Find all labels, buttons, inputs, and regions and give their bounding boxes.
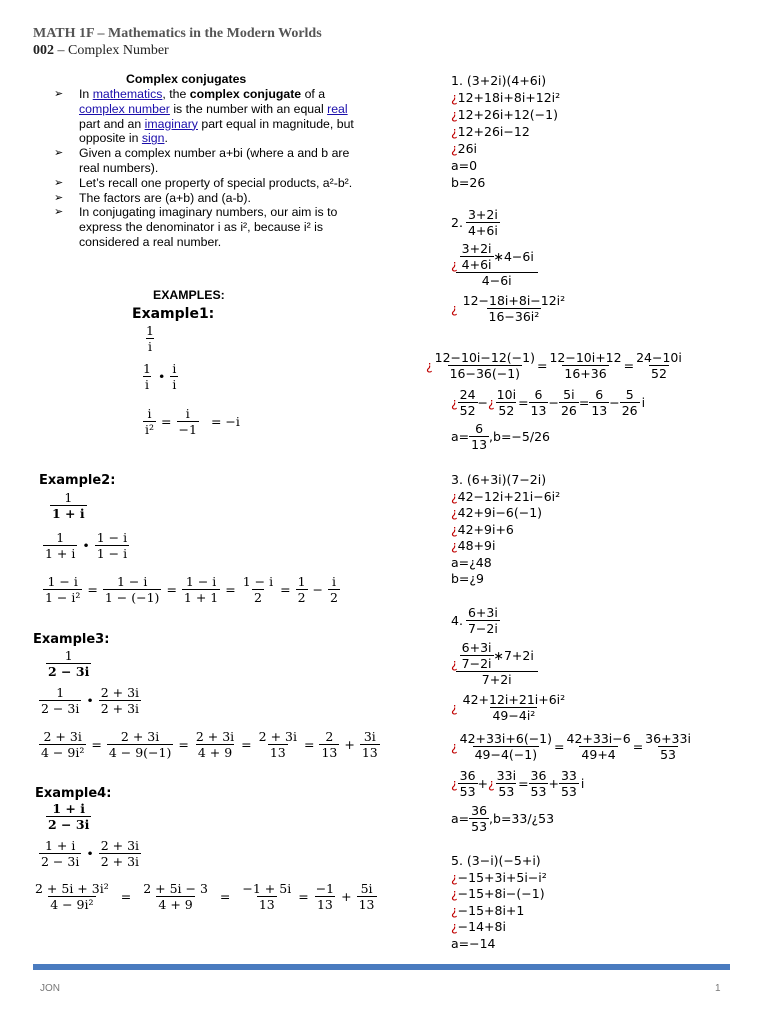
- problem-2-step2: ¿ 12−18i+8i−12i² 16−36i²: [451, 293, 566, 324]
- problem-4-step3: ¿ $\frac{42+33i+6(-1)}{49-4(-1)}$ = $\frac{42+33i-6}{49+4}$ = $\frac{36+33i}{53}$: [451, 731, 691, 762]
- link-imaginary[interactable]: imaginary: [144, 116, 198, 131]
- ex4-product: 1 + i 2 − 3i • 2 + 3i 2 + 3i: [41, 838, 140, 869]
- bullet-item: ➢ The factors are (a+b) and (a-b).: [54, 190, 251, 205]
- link-real[interactable]: real: [327, 101, 348, 116]
- footer-divider: [33, 964, 730, 970]
- problem-2-step4: ¿ 24 52 − ¿ $\frac{10i}{52}$ = $\frac{6}{13}$ − $\frac{5i}{26}$ = $\frac{6}{13}$ − $\frac{5}{26}$ i: [451, 387, 646, 418]
- ex3-product: 1 2 − 3i • 2 + 3i 2 + 3i: [41, 685, 140, 716]
- ex4-fraction-1: $\frac{1 + i}{2 - 3i}$: [48, 801, 90, 832]
- arrow-bullet-icon: ➢: [54, 206, 64, 219]
- course-title: MATH 1F – Mathematics in the Modern Worlds: [33, 26, 322, 41]
- link-mathematics[interactable]: mathematics: [92, 87, 163, 101]
- ex1-result: $\frac{i}{\text{i²}}$ = $\frac{i}{-1}$ = −i: [145, 406, 240, 437]
- ex2-fraction-1: $\frac{1}{1 + i}$: [52, 490, 85, 521]
- arrow-bullet-icon: ➢: [54, 147, 64, 160]
- section-title: Complex conjugates: [126, 72, 247, 86]
- ex3-result: $\frac{2 + 3i}{\text{4 − 9i²}}$ = $\frac{2 + 3i}{4 - 9(-1)}$ = $\frac{2 + 3i}{4 + 9}$ = $\frac{2 + 3i}{13}$ = $\frac{2}{13}$ + $\frac{3i}{13}$: [41, 729, 378, 760]
- page-number: 1: [715, 983, 721, 994]
- problem-4-answer: a= $\frac{36}{53}$ ,b=33/¿53: [451, 803, 555, 834]
- bullet-item: ➢ Let’s recall one property of special products, a²-b².: [54, 175, 353, 190]
- ex1-fraction-1: $\frac{1}{i}$: [146, 323, 154, 354]
- problem-2-step: ¿ 3+2i 4+6i ∗4−6i 4−6i: [451, 241, 536, 288]
- example4-heading: Example4:: [35, 786, 112, 801]
- problem-2-head: 2. 3+2i 4+6i: [451, 207, 498, 238]
- topic-code: 002: [33, 43, 54, 58]
- topic-name: – Complex Number: [57, 43, 169, 58]
- arrow-bullet-icon: ➢: [54, 176, 64, 189]
- ex2-product: 1 1 + i • 1 − i 1 − i: [45, 530, 128, 561]
- problem-4-step2: ¿ 42+12i+21i+6i² 49−4i²: [451, 692, 566, 723]
- bullet-item: ➢ Given a complex number a+bi (where a and b are real numbers).: [54, 146, 350, 175]
- footer-author: JON: [40, 983, 60, 994]
- bullet-definition: ➢ In mathematics, the complex conjugate of a complex number is the number with an equal real part and an imaginary part equal in magnitude, but opposite in sign.: [54, 87, 354, 146]
- ex4-result: $\frac{\text{2 + 5i + 3i²}}{\text{4 − 9i²}}$ = $\frac{2 + 5i - 3}{4 + 9}$ = $\frac{-1 + 5i}{13}$ = $\frac{-1}{13}$ + $\frac{5i}{13}$: [35, 881, 375, 912]
- problem-2-answer: a= $\frac{6}{13}$ ,b=−5/26: [451, 421, 550, 452]
- example2-heading: Example2:: [39, 473, 116, 488]
- problem-2-step3: ¿ $\frac{12-10i-12(-1)}{16-36(-1)}$ = $\frac{12-10i+12}{16+36}$ = $\frac{24-10i}{52}$: [426, 350, 682, 381]
- bullet-list: [54, 87, 364, 250]
- bullet-item: ➢ In conjugating imaginary numbers, our aim is to express the denominator i as i², because i² is considered a real number.: [54, 205, 338, 249]
- link-sign[interactable]: sign: [141, 131, 165, 146]
- examples-label: EXAMPLES:: [153, 288, 225, 302]
- problem-5: 5. (3−i)(−5+i) ¿−15+3i+5i−i² ¿−15+8i−(−1) ¿−15+8i+1 ¿−14+8i a=−14: [451, 853, 547, 951]
- ex1-product: 1 i • i i: [143, 361, 177, 392]
- ex2-result: $\frac{1 - i}{\text{1 − i²}}$ = $\frac{1 - i}{1 - (-1)}$ = $\frac{1 - i}{1 + 1}$ = $\frac{1 - i}{2}$ = $\frac{1}{2}$ − $\frac{i}{2}$: [45, 574, 338, 605]
- problem-3: 3. (6+3i)(7−2i) ¿42−12i+21i−6i² ¿42+9i−6(−1) ¿42+9i+6 ¿48+9i a=¿48 b=¿9: [451, 472, 561, 586]
- problem-4-step: ¿ 6+3i 7−2i ∗7+2i 7+2i: [451, 640, 536, 687]
- problem-1: 1. (3+2i)(4+6i) ¿12+18i+8i+12i² ¿12+26i+12(−1) ¿12+26i−12 ¿26i a=0 b=26: [451, 73, 561, 190]
- arrow-bullet-icon: ➢: [54, 191, 64, 204]
- example1-heading: Example1:: [132, 306, 215, 322]
- problem-4-step4: ¿ 36 53 + ¿ $\frac{33i}{53}$ = $\frac{36}{53}$ + $\frac{33}{53}$ i: [451, 768, 585, 799]
- problem-4-head: 4. 6+3i 7−2i: [451, 605, 498, 636]
- ex3-fraction-1: $\frac{1}{2 - 3i}$: [48, 648, 90, 679]
- topic-title: [33, 43, 169, 59]
- link-complex-number[interactable]: complex number: [79, 101, 170, 116]
- example3-heading: Example3:: [33, 632, 110, 647]
- arrow-bullet-icon: ➢: [54, 88, 64, 100]
